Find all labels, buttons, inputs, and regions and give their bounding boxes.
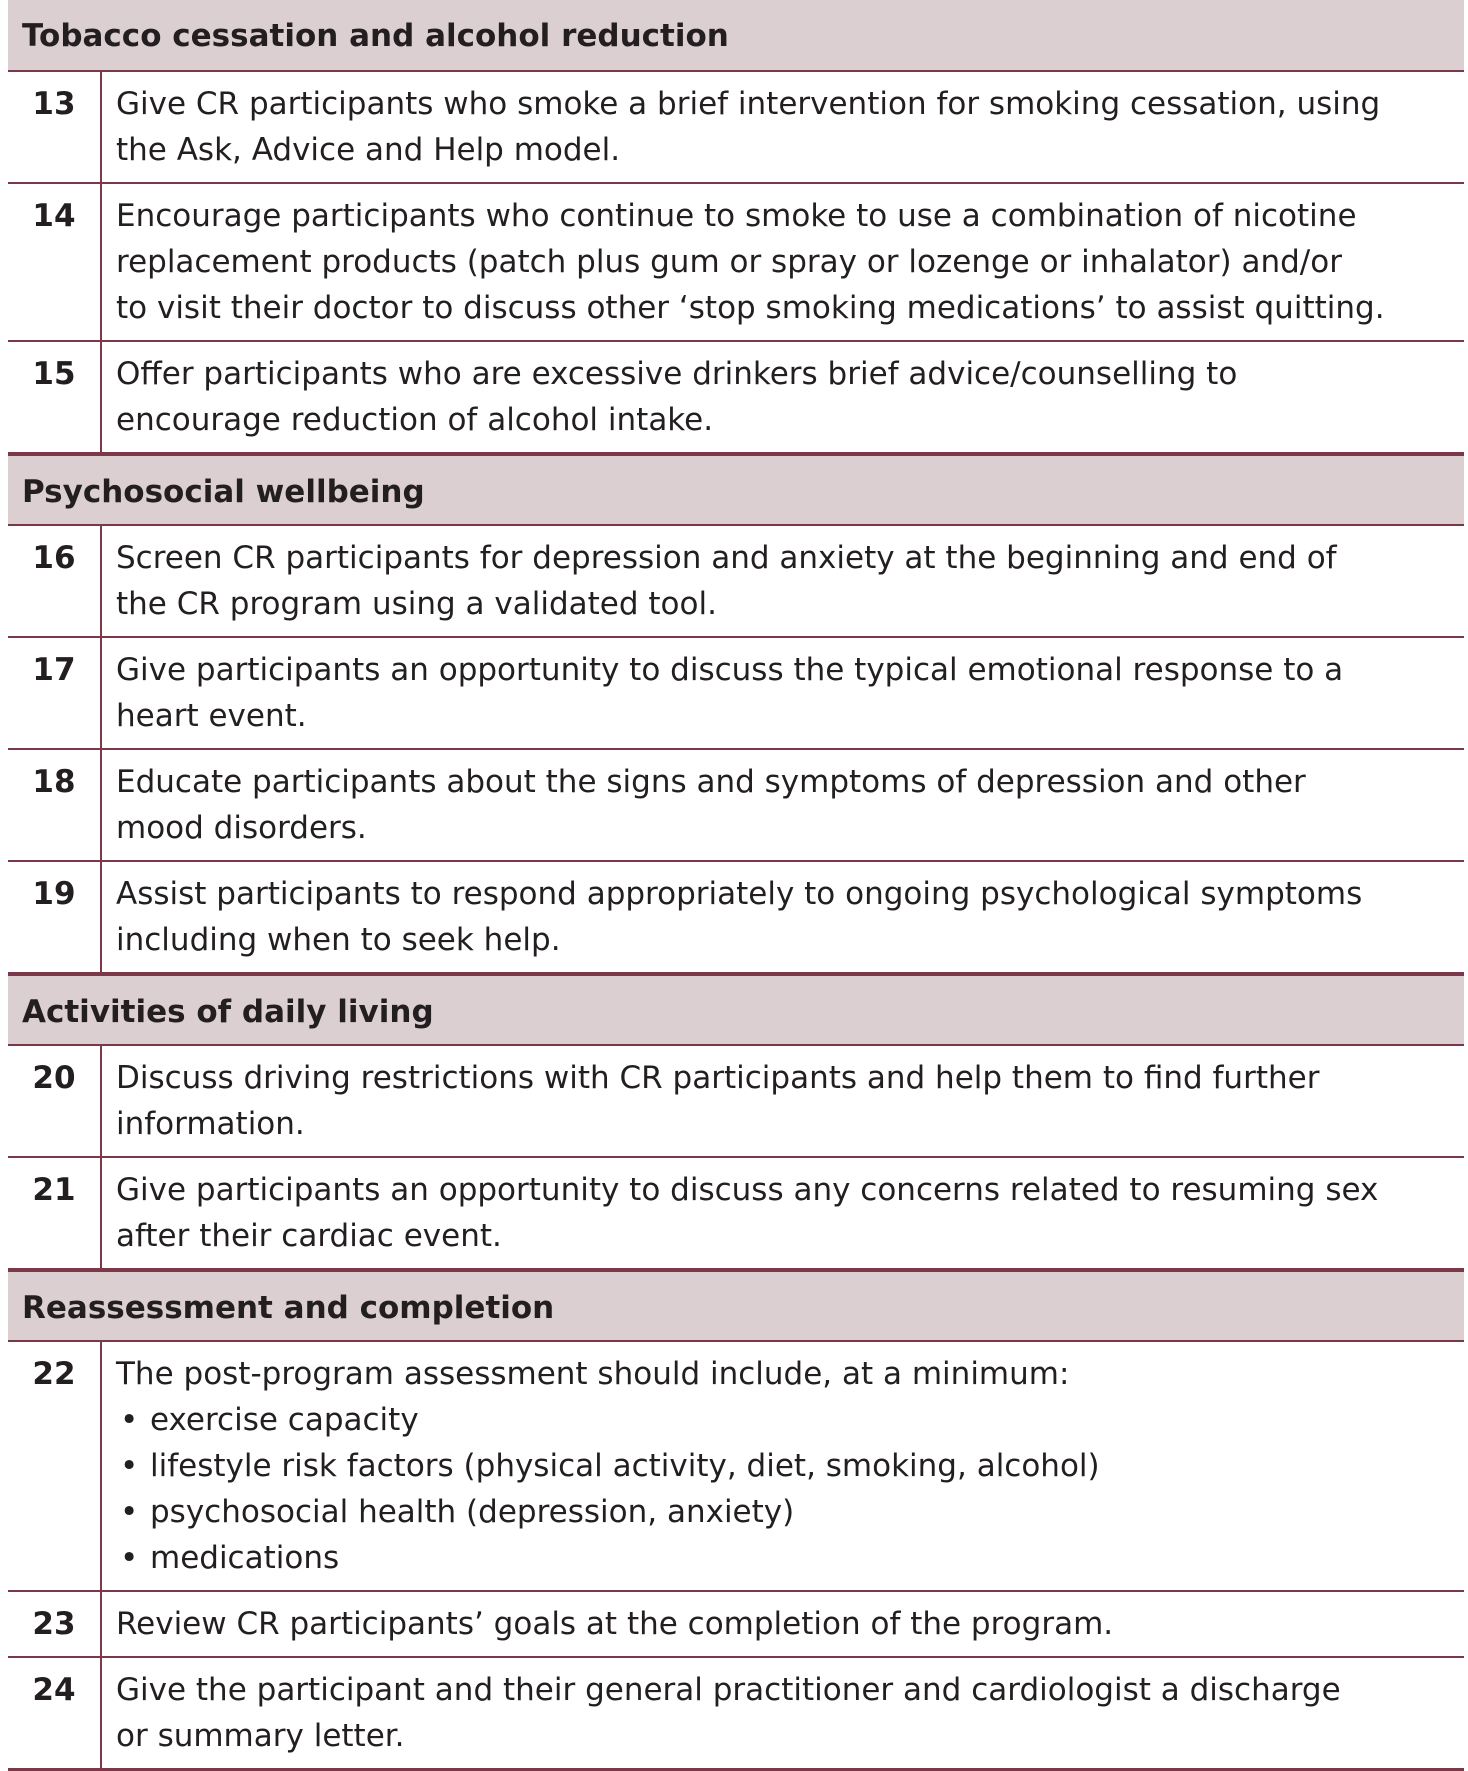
- item-number: 17: [8, 638, 102, 748]
- item-text: [102, 1342, 1464, 1590]
- bullet-icon: •: [120, 1540, 139, 1576]
- item-text-line: the Ask, Advice and Help model.: [116, 132, 621, 168]
- bullet-text: medications: [150, 1540, 340, 1576]
- item-number: 16: [8, 526, 102, 636]
- item-number: 20: [8, 1046, 102, 1156]
- bullet-text: psychosocial health (depression, anxiety): [150, 1494, 795, 1530]
- item-text-line: The post-program assessment should include, at a minimum:: [116, 1356, 1070, 1392]
- section-header: Psychosocial wellbeing: [8, 454, 1464, 526]
- item-text: [102, 750, 1464, 860]
- table-row: [8, 638, 1464, 750]
- bullet-icon: •: [120, 1402, 139, 1438]
- bullet-item: [116, 1397, 1456, 1443]
- item-text-line: heart event.: [116, 698, 307, 734]
- bullet-text: lifestyle risk factors (physical activity, diet, smoking, alcohol): [150, 1448, 1100, 1484]
- item-text-line: information.: [116, 1106, 305, 1142]
- item-text: [102, 638, 1464, 748]
- table-row: [8, 526, 1464, 638]
- item-number: 21: [8, 1158, 102, 1268]
- table-row: [8, 1158, 1464, 1270]
- section-header: Reassessment and completion: [8, 1270, 1464, 1342]
- item-text-line: encourage reduction of alcohol intake.: [116, 402, 714, 438]
- item-text-line: Educate participants about the signs and symptoms of depression and other: [116, 764, 1306, 800]
- table-row: [8, 750, 1464, 862]
- item-text-line: Give participants an opportunity to discuss the typical emotional response to a: [116, 652, 1344, 688]
- table-row: [8, 342, 1464, 454]
- item-text: [102, 1046, 1464, 1156]
- table-row: [8, 72, 1464, 184]
- item-number: 13: [8, 72, 102, 182]
- item-text: [102, 1592, 1464, 1656]
- bullet-item: [116, 1535, 1456, 1581]
- item-text-line: replacement products (patch plus gum or spray or lozenge or inhalator) and/or: [116, 244, 1342, 280]
- bullet-item: [116, 1443, 1456, 1489]
- item-number: 22: [8, 1342, 102, 1590]
- item-text-line: Screen CR participants for depression and anxiety at the beginning and end of: [116, 540, 1337, 576]
- bullet-icon: •: [120, 1448, 139, 1484]
- section-header: Tobacco cessation and alcohol reduction: [8, 0, 1464, 72]
- bullet-icon: •: [120, 1494, 139, 1530]
- item-text-line: Encourage participants who continue to smoke to use a combination of nicotine: [116, 198, 1357, 234]
- item-number: 24: [8, 1658, 102, 1768]
- table-row: [8, 184, 1464, 342]
- item-text-line: Give CR participants who smoke a brief intervention for smoking cessation, using: [116, 86, 1381, 122]
- table-row: [8, 862, 1464, 974]
- item-text: [102, 862, 1464, 972]
- table-row: [8, 1342, 1464, 1592]
- item-text: [102, 1658, 1464, 1768]
- recommendations-table: [8, 0, 1464, 1771]
- bullet-text: exercise capacity: [150, 1402, 419, 1438]
- item-text: [102, 1158, 1464, 1268]
- item-text-line: including when to seek help.: [116, 922, 561, 958]
- item-text-line: Give participants an opportunity to discuss any concerns related to resuming sex: [116, 1172, 1379, 1208]
- item-text: [102, 72, 1464, 182]
- bullet-item: [116, 1489, 1456, 1535]
- item-number: 23: [8, 1592, 102, 1656]
- item-number: 19: [8, 862, 102, 972]
- table-row: [8, 1592, 1464, 1658]
- item-number: 14: [8, 184, 102, 340]
- item-text-line: or summary letter.: [116, 1718, 405, 1754]
- item-text-line: the CR program using a validated tool.: [116, 586, 717, 622]
- item-number: 15: [8, 342, 102, 452]
- table-row: [8, 1046, 1464, 1158]
- item-text-line: mood disorders.: [116, 810, 367, 846]
- item-text-line: Assist participants to respond appropriately to ongoing psychological symptoms: [116, 876, 1363, 912]
- item-text-line: Give the participant and their general practitioner and cardiologist a discharge: [116, 1672, 1341, 1708]
- item-text: [102, 184, 1464, 340]
- item-text-line: Discuss driving restrictions with CR participants and help them to find further: [116, 1060, 1320, 1096]
- section-header: Activities of daily living: [8, 974, 1464, 1046]
- item-text-line: Review CR participants’ goals at the completion of the program.: [116, 1606, 1114, 1642]
- item-text: [102, 526, 1464, 636]
- item-text-line: after their cardiac event.: [116, 1218, 502, 1254]
- item-text: [102, 342, 1464, 452]
- item-text-line: to visit their doctor to discuss other ‘stop smoking medications’ to assist quitting.: [116, 290, 1385, 326]
- item-text-line: Offer participants who are excessive drinkers brief advice/counselling to: [116, 356, 1238, 392]
- item-number: 18: [8, 750, 102, 860]
- table-row: [8, 1658, 1464, 1771]
